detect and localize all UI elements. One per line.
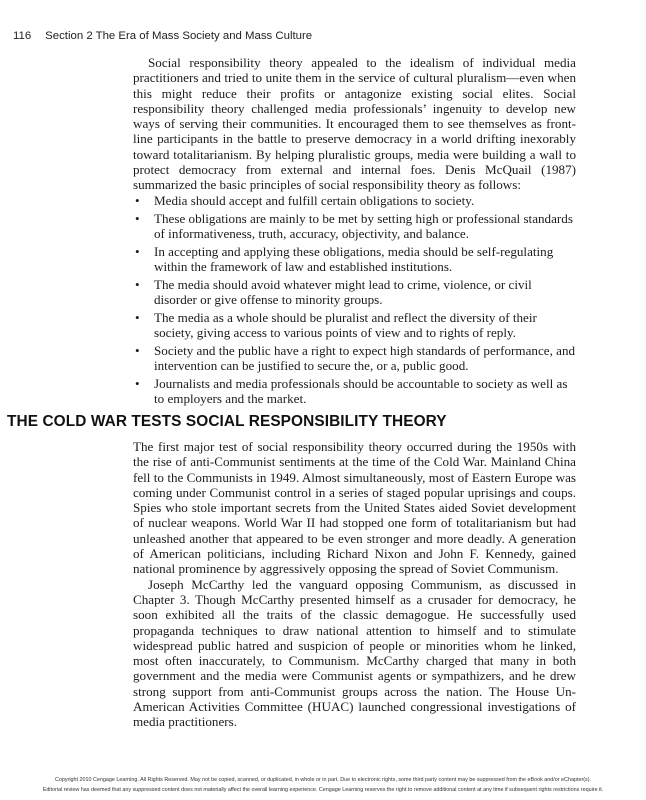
list-item [133, 376, 576, 407]
list-item-text: Journalists and media professionals should be accountable to society as well as to employers and the market. [154, 375, 568, 406]
list-item-text: Society and the public have a right to expect high standards of performance, and intervention can be justified to secure the, or a, public good. [154, 342, 576, 373]
bullet-icon: • [135, 193, 140, 208]
list-item [133, 244, 576, 275]
intro-paragraph [133, 55, 576, 193]
body-paragraph: Joseph McCarthy led the vanguard opposing Communism, as discussed in Chapter 3. Though McCarthy presented himself as a crusader for democracy, he soon exhibited all the traits of the classic demagogue. He successfully used propaganda techniques to draw national attention to himself and to stimulate widespread public hatred and suspicion of people or minorities whom he linked, most often inaccurately, to Communism. McCarthy charged that many in both government and the media were Communist agents or sympathizers, and he drew strong support from anti-Communist groups across the nation. The House Un-American Activities Committee (HUAC) launched congressional investigations of media practitioners. [133, 576, 576, 730]
bullet-icon: • [135, 276, 140, 292]
copyright-line: Copyright 2010 Cengage Learning. All Rights Reserved. May not be copied, scanned, or duplicated, in whole or in part. Due to electronic rights, some third party content may be suppressed from the eBook and/or eChapter(s). [54, 777, 592, 783]
body-paragraph: The first major test of social responsibility theory occurred during the 1950s with the rise of anti-Communist sentiments at the time of the Cold War. Mainland China fell to the Communists in 1949. Almost simultaneously, most of Eastern Europe was coming under Communist control in a series of staged popular uprisings and coups. Spies who stole important secrets from the United States aided Soviet development of nuclear weapons. World War II had stopped one form of totalitarianism but had unleashed another that appeared to be even stronger and more deadly. A generation of American politicians, including Richard Nixon and John F. Kennedy, gained national prominence by aggressively opposing the spread of Soviet Communism. [133, 439, 576, 577]
bullet-icon: • [135, 342, 140, 358]
list-item-text: Media should accept and fulfill certain obligations to society. [154, 193, 475, 208]
principles-list [133, 193, 576, 409]
page-number: 116 [13, 30, 32, 42]
list-item [133, 310, 576, 341]
list-item-text: These obligations are mainly to be met by setting high or professional standards of informativeness, truth, accuracy, objectivity, and balance. [154, 210, 573, 241]
list-item-text: The media should avoid whatever might lead to crime, violence, or civil disorder or give offense to minority groups. [154, 276, 532, 307]
editorial-line: Editorial review has deemed that any suppressed content does not materially affect the overall learning experience. Cengage Learning reserves the right to remove additional content at any time if subsequent rights restrictions require it. [42, 786, 604, 793]
list-item [133, 277, 576, 308]
list-item [133, 343, 576, 374]
list-item-text: In accepting and applying these obligations, media should be self-regulating within the framework of law and established institutions. [154, 243, 554, 274]
running-header [13, 30, 613, 42]
list-item [133, 211, 576, 242]
bullet-icon: • [135, 243, 140, 259]
section-body [133, 439, 576, 730]
list-item [133, 193, 576, 208]
section-heading: THE COLD WAR TESTS SOCIAL RESPONSIBILITY THEORY [7, 413, 447, 430]
copyright-footer [0, 776, 646, 795]
list-item-text: The media as a whole should be pluralist and reflect the diversity of their society, giving access to various points of view and to rights of reply. [154, 309, 537, 340]
intro-paragraph-text: Social responsibility theory appealed to the idealism of individual media practitioners and tried to unite them in the service of cultural pluralism—even when this might reduce their profits or antagonize existing social elites. Social responsibility theory challenged media professionals’ ingenuity to develop new ways of serving their communities. It encouraged them to see themselves as front-line participants in the battle to preserve democracy in a world drifting inexorably toward totalitarianism. By helping pluralistic groups, media were building a wall to protect democracy from external and internal foes. Denis McQuail (1987) summarized the basic principles of social responsibility theory as follows: [133, 55, 576, 193]
bullet-icon: • [135, 210, 140, 226]
bullet-icon: • [135, 309, 140, 325]
running-title: Section 2 The Era of Mass Society and Mass Culture [45, 30, 313, 42]
bullet-icon: • [135, 375, 140, 391]
